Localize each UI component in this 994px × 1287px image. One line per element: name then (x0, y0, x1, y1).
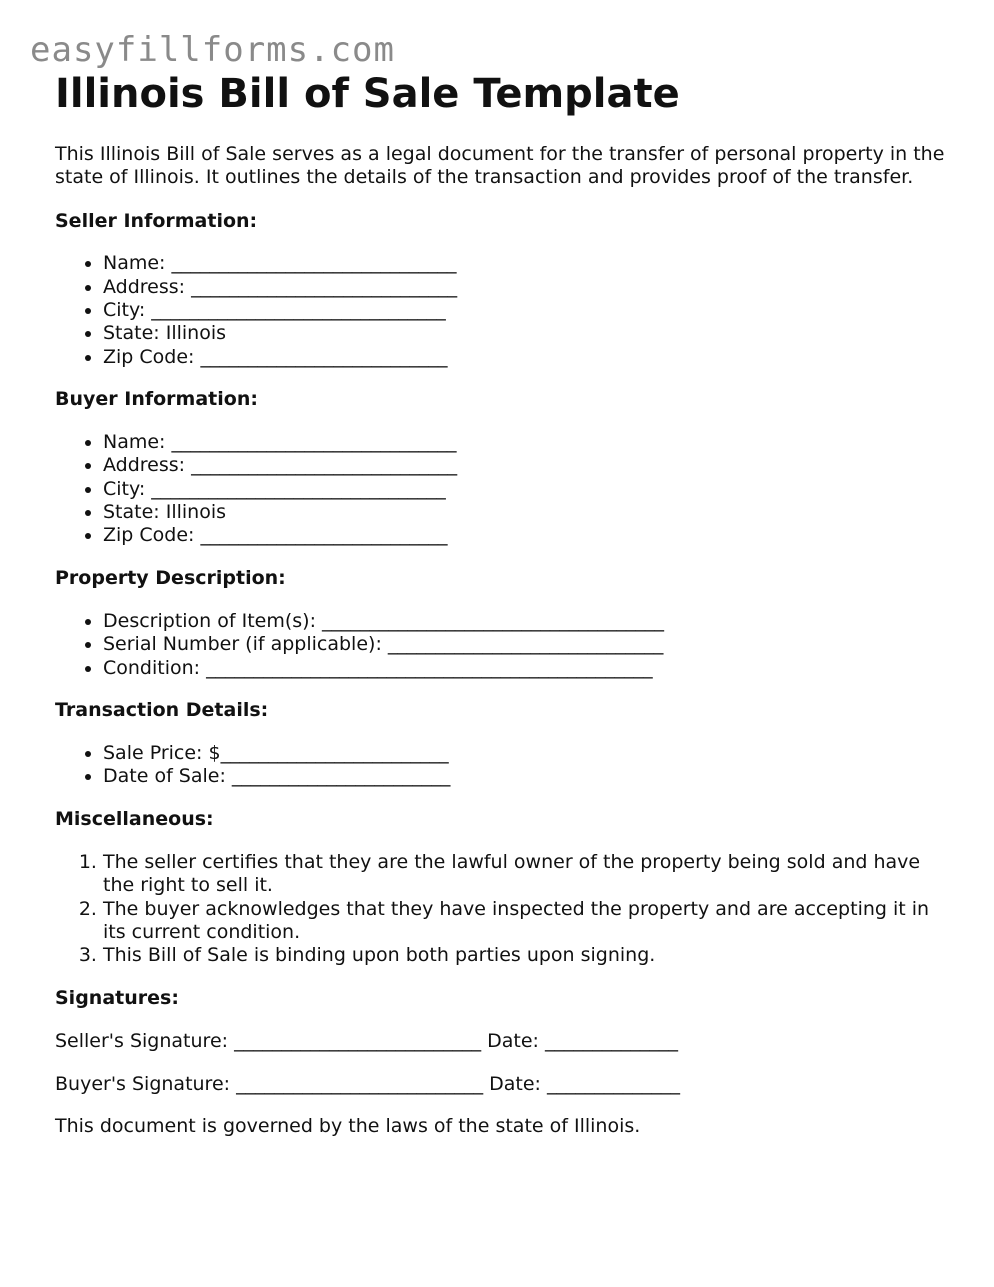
signatures-heading: Signatures: (55, 987, 179, 1010)
seller-heading: Seller Information: (55, 209, 258, 232)
seller-signature-line: Seller's Signature: __________________________ Date: ______________ (55, 1029, 678, 1052)
property-list (55, 610, 945, 680)
misc-list (55, 851, 945, 967)
seller-list (55, 252, 945, 368)
sale-date-field: • Date of Sale: _______________________ (103, 765, 945, 788)
seller-zip-field: • Zip Code: __________________________ (103, 346, 945, 369)
buyer-state-field: • State: Illinois (103, 501, 945, 524)
buyer-list (55, 431, 945, 547)
misc-item: 3. This Bill of Sale is binding upon both parties upon signing. (103, 944, 945, 967)
document-body (55, 143, 945, 1139)
buyer-name-field: • Name: ______________________________ (103, 431, 945, 454)
buyer-signature-line: Buyer's Signature: __________________________ Date: ______________ (55, 1072, 680, 1095)
misc-heading: Miscellaneous: (55, 808, 214, 831)
property-heading: Property Description: (55, 567, 286, 590)
property-condition-field: • Condition: _______________________________________________ (103, 657, 945, 680)
buyer-address-field: • Address: ____________________________ (103, 454, 945, 477)
misc-item: 1. The seller certifies that they are the lawful owner of the property being sold and have the right to sell it. (103, 851, 945, 898)
seller-state-field: • State: Illinois (103, 322, 945, 345)
buyer-heading: Buyer Information: (55, 388, 258, 411)
footer-note: This document is governed by the laws of the state of Illinois. (55, 1115, 641, 1138)
seller-city-field: • City: _______________________________ (103, 299, 945, 322)
transaction-list (55, 742, 945, 789)
sale-price-field: • Sale Price: $________________________ (103, 742, 945, 765)
buyer-city-field: • City: _______________________________ (103, 478, 945, 501)
property-serial-field: • Serial Number (if applicable): _____________________________ (103, 633, 945, 656)
buyer-zip-field: • Zip Code: __________________________ (103, 524, 945, 547)
property-description-field: • Description of Item(s): ____________________________________ (103, 610, 945, 633)
misc-item: 2. The buyer acknowledges that they have inspected the property and are accepting it in its current condition. (103, 898, 945, 945)
transaction-heading: Transaction Details: (55, 699, 269, 722)
seller-name-field: • Name: ______________________________ (103, 252, 945, 275)
seller-address-field: • Address: ____________________________ (103, 276, 945, 299)
intro-paragraph: This Illinois Bill of Sale serves as a legal document for the transfer of personal property in the state of Illinois. It outlines the details of the transaction and provides proof of the transfer. (55, 143, 945, 189)
page-title: Illinois Bill of Sale Template (55, 71, 680, 117)
watermark: easyfillforms.com (30, 30, 395, 70)
